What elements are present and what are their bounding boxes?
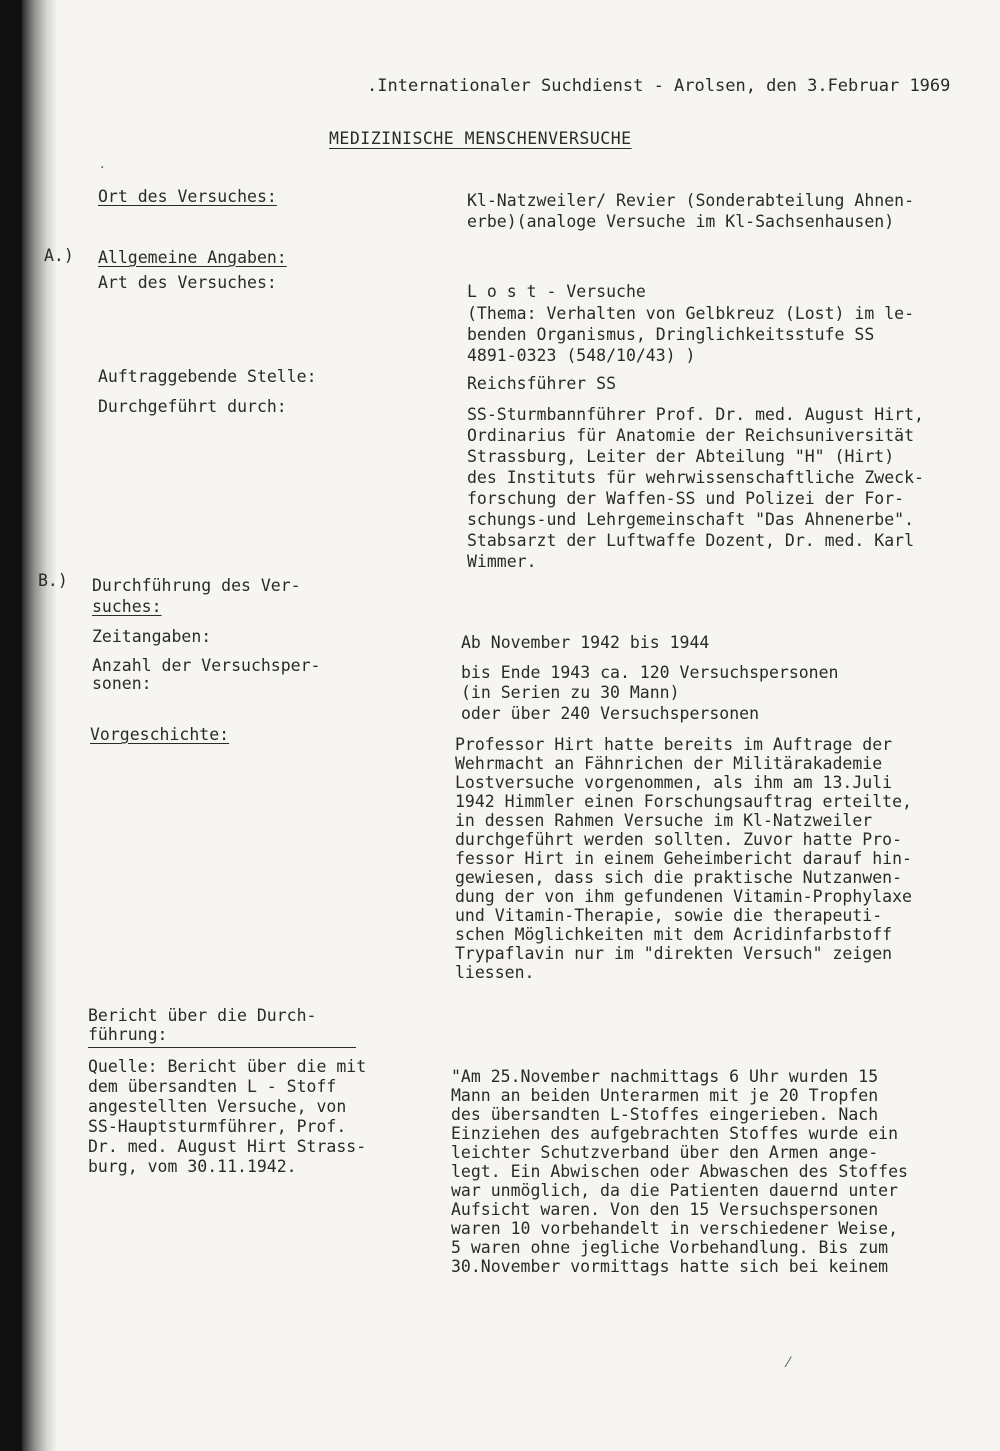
page-title: MEDIZINISCHE MENSCHENVERSUCHE: [329, 129, 632, 148]
text-line: (in Serien zu 30 Mann): [461, 683, 680, 702]
label-bericht-line2: führung:: [88, 1025, 168, 1044]
text-line: Professor Hirt hatte bereits im Auftrage der: [455, 735, 893, 754]
section-marker-a: A.): [44, 246, 74, 265]
label-vorgeschichte: Vorgeschichte:: [90, 725, 230, 744]
section-divider: [88, 1047, 356, 1048]
label-bericht-line1: Bericht über die Durch-: [88, 1006, 317, 1025]
binding-fold: [22, 0, 56, 1451]
text-line: Lostversuche vorgenommen, als ihm am 13.Juli: [455, 773, 893, 792]
text-line: 30.November vormittags hatte sich bei keinem: [451, 1257, 889, 1276]
label-zeit: Zeitangaben:: [92, 627, 212, 646]
text-line: liessen.: [455, 963, 535, 982]
label-anzahl-line2: sonen:: [92, 674, 152, 693]
text-line: "Am 25.November nachmittags 6 Uhr wurden 15: [451, 1067, 879, 1086]
stray-mark: ⁄: [787, 1355, 790, 1371]
text-line: Quelle: Bericht über die mit: [88, 1057, 367, 1076]
text-line: Einziehen des aufgebrachten Stoffes wurde ein: [451, 1124, 899, 1143]
text-line: gewiesen, dass sich die praktische Nutzanwen-: [455, 868, 903, 887]
text-line: durchgeführt werden sollten. Zuvor hatte Pro-: [455, 830, 903, 849]
text-line: leichter Schutzverband über den Armen ange-: [451, 1143, 879, 1162]
text-line: Trypaflavin nur im "direkten Versuch" zeigen: [455, 944, 893, 963]
value-auftrag: Reichsführer SS: [467, 374, 617, 393]
document-page: [22, 0, 1000, 1451]
label-auftrag: Auftraggebende Stelle:: [98, 367, 317, 386]
text-line: dem übersandten L - Stoff: [88, 1077, 337, 1096]
text-line: 4891-0323 (548/10/43) ): [467, 346, 696, 365]
text-line: 1942 Himmler einen Forschungsauftrag erteilte,: [455, 792, 912, 811]
label-ort: Ort des Versuches:: [98, 187, 277, 206]
text-line: in dessen Rahmen Versuche im Kl-Natzweiler: [455, 811, 873, 830]
text-line: erbe)(analoge Versuche im Kl-Sachsenhausen): [467, 212, 895, 231]
text-line: schungs-und Lehrgemeinschaft "Das Ahnenerbe".: [467, 510, 915, 529]
stray-mark: ·: [100, 160, 105, 176]
text-line: Wimmer.: [467, 552, 537, 571]
text-line: (Thema: Verhalten von Gelbkreuz (Lost) im le-: [467, 304, 915, 323]
text-line: Stabsarzt der Luftwaffe Dozent, Dr. med. Karl: [467, 531, 915, 550]
text-line: und Vitamin-Therapie, sowie die therapeuti-: [455, 906, 883, 925]
text-line: Kl-Natzweiler/ Revier (Sonderabteilung Ahnen-: [467, 191, 915, 210]
section-marker-b: B.): [38, 571, 68, 590]
label-durchgefuehrt: Durchgeführt durch:: [98, 397, 287, 416]
text-line: Wehrmacht an Fähnrichen der Militärakademie: [455, 754, 883, 773]
text-line: Mann an beiden Unterarmen mit je 20 Tropfen: [451, 1086, 879, 1105]
text-line: Dr. med. August Hirt Strass-: [88, 1137, 367, 1156]
label-allgemeine: Allgemeine Angaben:: [98, 248, 287, 267]
text-line: Ordinarius für Anatomie der Reichsuniversität: [467, 426, 915, 445]
text-line: 5 waren ohne jegliche Vorbehandlung. Bis zum: [451, 1238, 889, 1257]
text-line: dung der von ihm gefundenen Vitamin-Prophylaxe: [455, 887, 912, 906]
text-line: waren 10 vorbehandelt in verschiedener Weise,: [451, 1219, 899, 1238]
header-line: .Internationaler Suchdienst - Arolsen, den 3.Februar 1969: [367, 76, 951, 96]
text-line: SS-Sturmbannführer Prof. Dr. med. August Hirt,: [467, 405, 924, 424]
text-line: legt. Ein Abwischen oder Abwaschen des Stoffes: [451, 1162, 908, 1181]
label-art: Art des Versuches:: [98, 273, 277, 292]
text-line: Aufsicht waren. Von den 15 Versuchspersonen: [451, 1200, 879, 1219]
text-line: forschung der Waffen-SS und Polizei der For-: [467, 489, 905, 508]
text-line: SS-Hauptsturmführer, Prof.: [88, 1117, 347, 1136]
value-art-heading: L o s t - Versuche: [467, 282, 646, 301]
text-line: oder über 240 Versuchspersonen: [461, 704, 760, 723]
label-durchfuehrung-line2: suches:: [92, 597, 162, 616]
text-line: fessor Hirt in einem Geheimbericht darauf hin-: [455, 849, 912, 868]
text-line: bis Ende 1943 ca. 120 Versuchspersonen: [461, 663, 839, 682]
value-zeit: Ab November 1942 bis 1944: [461, 633, 710, 652]
text-line: des übersandten L-Stoffes eingerieben. Nach: [451, 1105, 879, 1124]
text-line: angestellten Versuche, von: [88, 1097, 347, 1116]
text-line: burg, vom 30.11.1942.: [88, 1157, 297, 1176]
text-line: des Instituts für wehrwissenschaftliche Zweck-: [467, 468, 924, 487]
label-anzahl-line1: Anzahl der Versuchsper-: [92, 656, 321, 675]
text-line: benden Organismus, Dringlichkeitsstufe SS: [467, 325, 875, 344]
text-line: Strassburg, Leiter der Abteilung "H" (Hirt): [467, 447, 895, 466]
label-durchfuehrung-line1: Durchführung des Ver-: [92, 576, 301, 595]
text-line: war unmöglich, da die Patienten dauernd unter: [451, 1181, 899, 1200]
text-line: schen Möglichkeiten mit dem Acridinfarbstoff: [455, 925, 893, 944]
